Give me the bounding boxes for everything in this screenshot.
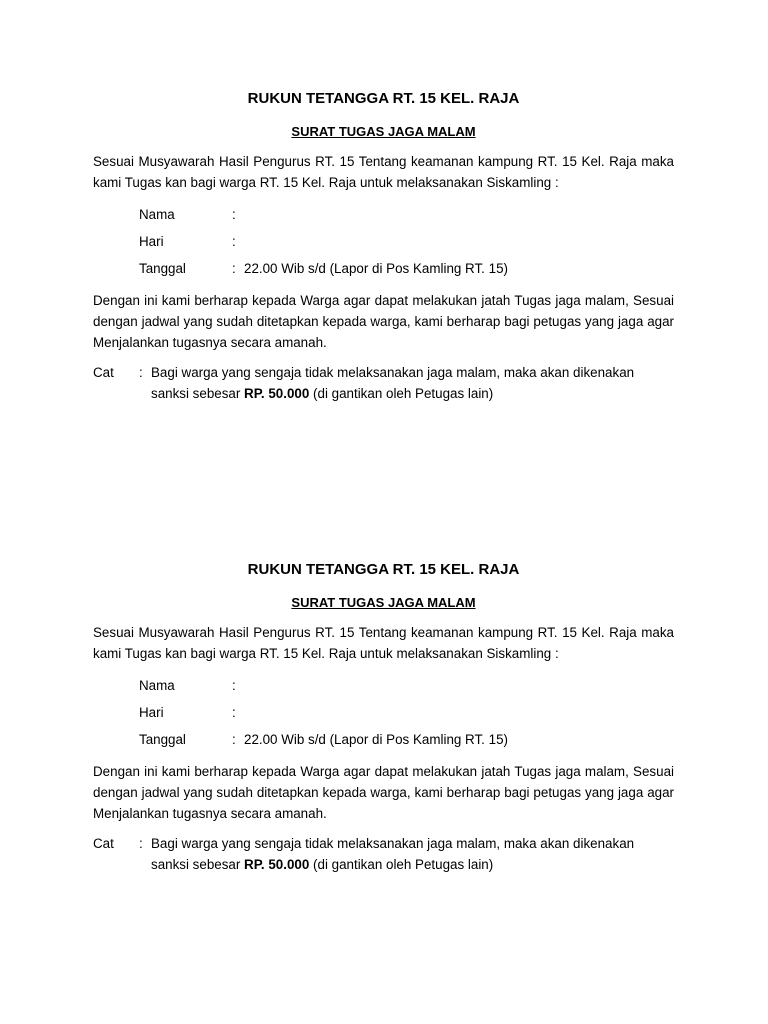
letter-2 <box>93 560 674 875</box>
fields-list <box>139 201 674 282</box>
note-suffix: (di gantikan oleh Petugas lain) <box>309 857 494 872</box>
note-prefix: sanksi sebesar <box>151 857 245 872</box>
field-label: Nama <box>139 678 175 693</box>
intro-paragraph: Sesuai Musyawarah Hasil Pengurus RT. 15 Tentang keamanan kampung RT. 15 Kel. Raja maka kami Tugas kan bagi warga RT. 15 Kel. Raja untuk melaksanakan Siskamling : <box>93 625 674 661</box>
note-body <box>151 833 661 875</box>
note-label: Cat <box>93 836 114 851</box>
field-label: Hari <box>139 705 164 720</box>
field-tanggal <box>139 726 674 753</box>
note <box>93 362 674 404</box>
fine-amount: RP. 50.000 <box>244 386 310 401</box>
fine-amount: RP. 50.000 <box>244 857 310 872</box>
letter-title: RUKUN TETANGGA RT. 15 KEL. RAJA <box>247 561 520 578</box>
note <box>93 833 674 875</box>
note-colon: : <box>139 365 143 380</box>
letter-title: RUKUN TETANGGA RT. 15 KEL. RAJA <box>247 90 520 107</box>
field-hari <box>139 699 674 726</box>
field-colon: : <box>232 732 236 747</box>
note-line-1: Bagi warga yang sengaja tidak melaksanakan jaga malam, maka akan dikenakan <box>151 836 635 851</box>
field-nama <box>139 672 674 699</box>
field-colon: : <box>232 234 236 249</box>
closing-paragraph: Dengan ini kami berharap kepada Warga agar dapat melakukan jatah Tugas jaga malam, Sesuai dengan jadwal yang sudah ditetapkan kepada warga, kami berharap bagi petugas yang jaga agar Menjalankan tugasnya secara amanah. <box>93 764 674 821</box>
note-suffix: (di gantikan oleh Petugas lain) <box>309 386 494 401</box>
field-colon: : <box>232 705 236 720</box>
note-line-1: Bagi warga yang sengaja tidak melaksanakan jaga malam, maka akan dikenakan <box>151 365 635 380</box>
field-colon: : <box>232 678 236 693</box>
field-hari <box>139 228 674 255</box>
field-tanggal <box>139 255 674 282</box>
field-label: Tanggal <box>139 261 186 276</box>
field-label: Tanggal <box>139 732 186 747</box>
note-line-2 <box>151 383 661 404</box>
field-colon: : <box>232 261 236 276</box>
letter-subtitle: SURAT TUGAS JAGA MALAM <box>291 595 476 610</box>
field-nama <box>139 201 674 228</box>
field-value: 22.00 Wib s/d (Lapor di Pos Kamling RT. 15) <box>244 261 508 276</box>
note-body <box>151 362 661 404</box>
field-colon: : <box>232 207 236 222</box>
note-prefix: sanksi sebesar <box>151 386 245 401</box>
fields-list <box>139 672 674 753</box>
field-label: Nama <box>139 207 175 222</box>
intro-paragraph: Sesuai Musyawarah Hasil Pengurus RT. 15 Tentang keamanan kampung RT. 15 Kel. Raja maka kami Tugas kan bagi warga RT. 15 Kel. Raja untuk melaksanakan Siskamling : <box>93 154 674 190</box>
letter-subtitle: SURAT TUGAS JAGA MALAM <box>291 124 476 139</box>
note-label: Cat <box>93 365 114 380</box>
letter-1 <box>93 89 674 404</box>
note-colon: : <box>139 836 143 851</box>
field-label: Hari <box>139 234 164 249</box>
field-value: 22.00 Wib s/d (Lapor di Pos Kamling RT. 15) <box>244 732 508 747</box>
note-line-2 <box>151 854 661 875</box>
closing-paragraph: Dengan ini kami berharap kepada Warga agar dapat melakukan jatah Tugas jaga malam, Sesuai dengan jadwal yang sudah ditetapkan kepada warga, kami berharap bagi petugas yang jaga agar Menjalankan tugasnya secara amanah. <box>93 293 674 350</box>
